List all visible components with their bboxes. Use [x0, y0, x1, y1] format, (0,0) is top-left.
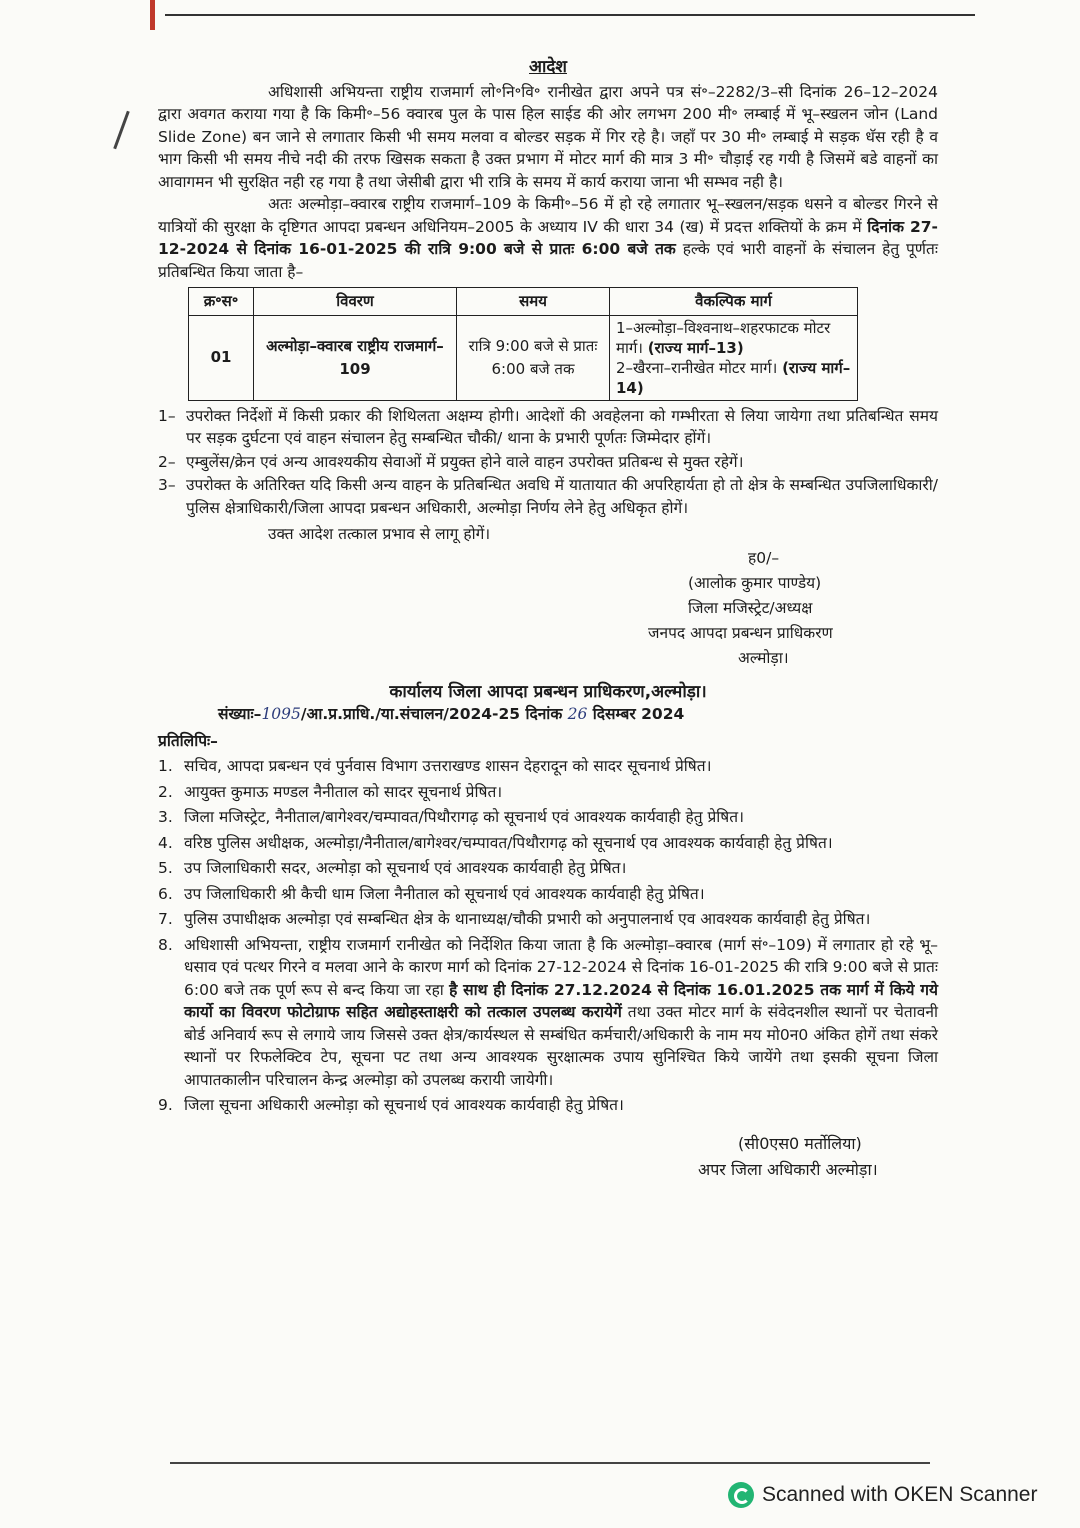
- header-time: समय: [457, 288, 610, 316]
- condition-item: [158, 451, 938, 474]
- list-number: 3.: [158, 808, 173, 826]
- alt-route-1: [616, 318, 851, 358]
- cell-desc: अल्मोड़ा–क्वारब राष्ट्रीय राजमार्ग–109: [254, 315, 457, 400]
- list-text: पुलिस उपाधीक्षक अल्मोड़ा एवं सम्बन्धित क्षेत्र के थानाध्यक्ष/चौकी प्रभारी को अनुपालनार्थ एव आवश्यक कार्यवाही हेतु प्रेषित।: [184, 910, 871, 928]
- table-row: [189, 315, 858, 400]
- copy-heading: प्रतिलिपिः–: [158, 731, 218, 750]
- list-text: उप जिलाधिकारी सदर, अल्मोड़ा को सूचनार्थ एवं आवश्यक कार्यवाही हेतु प्रेषित।: [184, 859, 627, 877]
- sig-name: (आलोक कुमार पाण्डेय): [688, 573, 822, 592]
- list-item: [158, 781, 938, 804]
- alt-route-1-code: (राज्य मार्ग–13): [647, 338, 744, 357]
- oken-logo-icon: [728, 1482, 754, 1508]
- ref-day-handwritten: 26: [567, 705, 588, 723]
- scanner-watermark: [728, 1480, 1037, 1510]
- list-number: 5.: [158, 859, 173, 877]
- ref-mid: /आ.प्र.प्राधि./या.संचालन/2024-25 दिनांक: [300, 705, 563, 723]
- list-item: [158, 1094, 938, 1117]
- list-number: 7.: [158, 910, 173, 928]
- condition-text: उपरोक्त के अतिरिक्त यदि किसी अन्य वाहन के प्रतिबन्धित अवधि में यातायात की अपरिहार्यता हो तो क्षेत्र के सम्बन्धित उपजिलाधिकारी/पुलिस क्षेत्राधिकारी/जिला आपदा प्रबन्धन अधिकारी, अल्मोड़ा निर्णय लेने हेतु अधिकृत होगें।: [186, 476, 938, 517]
- list-number: 2.: [158, 782, 173, 801]
- para2-start: अतः अल्मोड़ा–क्वारब राष्ट्रीय राजमार्ग–109 के किमी॰–56 में हो रहे लगातार भू–स्खलन/सड़क धसने व बोल्डर गिरने से यात्रियों की सुरक्षा के दृष्टिगत आपदा प्रबन्धन अधिनियम–2005 के अध्याय IV की धारा 34 (ख) में प्रदत्त शक्तियों के क्रम में: [158, 195, 938, 236]
- list-item: [158, 934, 938, 1092]
- item8-text-start: अधिशासी अभियन्ता, राष्ट्रीय राजमार्ग रानीखेत को निर्देशित किया जाता है कि अल्मोड़ा–क्वारब (मार्ग सं॰–109) में लगातार हो रहे भू–धसाव एवं पत्थर गिरने व मलवा आने के कारण मार्ग को दिनांक 27-12-2024 से दिनांक 16-01-2025 की रात्रि 9:00 बजे से प्रातः 6:00 बजे तक पूर्ण रूप से बन्द किया जा रहा: [184, 935, 938, 999]
- list-item: [158, 883, 938, 906]
- ref-prefix: संख्याः–: [218, 705, 262, 723]
- condition-item: [158, 405, 938, 450]
- list-number: 8.: [158, 935, 173, 954]
- top-rule: [165, 14, 975, 16]
- header-desc: विवरण: [254, 288, 457, 316]
- ref-number-handwritten: 1095: [261, 705, 301, 723]
- item8-text-bold: है साथ ही दिनांक 27.12.2024 से दिनांक 16.01.2025 तक मार्ग में किये गये कार्यो का विवरण फोटोग्राफ सहित अद्योहस्ताक्षरी को तत्काल उपलब्ध करायेगें: [184, 980, 938, 1021]
- list-text: आयुक्त कुमाऊ मण्डल नैनीताल को सादर सूचनार्थ प्रेषित।: [184, 782, 503, 801]
- list-number: 1.: [158, 757, 173, 775]
- restriction-table: [188, 287, 858, 401]
- document-page: [158, 56, 938, 1183]
- order-para-2: [158, 193, 938, 283]
- bottom-rule: [170, 1462, 930, 1464]
- sig-designation: जिला मजिस्ट्रेट/अध्यक्ष: [688, 598, 813, 617]
- cell-time: रात्रि 9:00 बजे से प्रातः 6:00 बजे तक: [457, 315, 610, 400]
- sig-initial: ह0/–: [748, 548, 780, 567]
- list-text: वरिष्ठ पुलिस अधीक्षक, अल्मोड़ा/नैनीताल/बागेश्वर/चम्पावत/पिथौरागढ़ को सूचनार्थ एव आवश्यक कार्यवाही हेतु प्रेषित।: [184, 833, 833, 852]
- list-item: [158, 832, 938, 855]
- header-sno: क्र॰स॰: [189, 288, 254, 316]
- reference-line: [218, 703, 938, 726]
- alt-route-2: [616, 358, 851, 398]
- header-alt-route: वैकल्पिक मार्ग: [610, 288, 858, 316]
- condition-number: 1–: [158, 406, 176, 425]
- list-text: जिला मजिस्ट्रेट, नैनीताल/बागेश्वर/चम्पावत/पिथौरागढ़ को सूचनार्थ एवं आवश्यक कार्यवाही हेतु प्रेषित।: [184, 808, 744, 826]
- watermark-text: Scanned with OKEN Scanner: [762, 1483, 1038, 1506]
- cell-alt-route: [610, 315, 858, 400]
- condition-number: 3–: [158, 476, 176, 494]
- adm-designation: अपर जिला अधिकारी अल्मोड़ा।: [698, 1159, 878, 1179]
- condition-number: 2–: [158, 452, 176, 471]
- list-item: [158, 806, 938, 829]
- para2-bold: दिनांक 27-12-2024 से दिनांक 16-01-2025 की रात्रि 9:00 बजे से प्रातः 6:00 बजे तक: [158, 217, 938, 258]
- para2-end: हल्के एवं भारी वाहनों के संचालन हेतु पूर्णतः प्रतिबन्धित किया जाता है–: [158, 240, 938, 281]
- list-text: [184, 934, 938, 1092]
- office-heading: कार्यालय जिला आपदा प्रबन्धन प्राधिकरण,अल्मोड़ा।: [389, 681, 707, 702]
- effect-line: उक्त आदेश तत्काल प्रभाव से लागू होगें।: [268, 525, 491, 543]
- condition-item: [158, 474, 938, 519]
- list-number: 6.: [158, 884, 173, 903]
- list-number: 9.: [158, 1096, 173, 1114]
- order-para-1: अधिशासी अभियन्ता राष्ट्रीय राजमार्ग लो॰नि॰वि॰ रानीखेत द्वारा अपने पत्र सं॰–2282/3–सी दिनांक 26–12–2024 द्वारा अवगत कराया गया है कि किमी॰–56 क्वारब पुल के पास हिल साईड की ओर लगभग 200 मी॰ लम्बाई में भू–स्खलन जोन (Land Slide Zone) बन जाने से लगातार किसी भी समय मलवा व बोल्डर सड़क में गिर रहे है। जहॉं पर 30 मी॰ लम्बाई मे सड़क धॅस रही है व भाग किसी भी समय नीचे नदी की तरफ खिसक सकता है उक्त प्रभाग में मोटर मार्ग की मात्र 3 मी॰ चौड़ाई रह गयी है जिसमें बडे वाहनों का आवागमन भी सुरक्षित नही रह गया है तथा जेसीबी द्वारा भी रात्रि के समय में कार्य कराया जाना भी सम्भव नही है।: [158, 82, 938, 191]
- adm-name: (सी0एस0 मर्तोलिया): [738, 1133, 862, 1153]
- order-title: आदेश: [529, 57, 567, 77]
- sig-place: अल्मोड़ा।: [738, 648, 789, 667]
- list-item: [158, 755, 938, 778]
- table-header-row: [189, 288, 858, 316]
- list-item: [158, 908, 938, 931]
- condition-text: उपरोक्त निर्देशों में किसी प्रकार की शिथिलता अक्षम्य होगी। आदेशों की अवहेलना को गम्भीरता से लिया जायेगा तथा प्रतिबन्धित समय पर सड़क दुर्घटना एवं वाहन संचालन हेतु सम्बन्धित चौकी/ थाना के प्रभारी पूर्णतः जिम्मेदार होंगें।: [186, 406, 938, 447]
- list-text: जिला सूचना अधिकारी अल्मोड़ा को सूचनार्थ एवं आवश्यक कार्यवाही हेतु प्रेषित।: [184, 1096, 624, 1114]
- list-number: 4.: [158, 833, 173, 852]
- item8-text-end: तथा उक्त मोटर मार्ग के संवेदनशील स्थानों पर चेतावनी बोर्ड अनिवार्य रूप से लगाये जाय जिससे उक्त क्षेत्र/कार्यस्थल से सम्बंधित कर्मचारी/अधिकारी के नाम मय मो0न0 अंकित होगें तथा संकरे स्थानों पर रिफलेक्टिव टेप, सूचना पट तथा अन्य आवश्यक सुरक्षात्मक उपाय सुनिश्चित किये जायेंगे तथा इसकी सूचना जिला आपातकालीन परिचालन केन्द्र अल्मोड़ा को उपलब्ध करायी जायेगी।: [184, 1003, 938, 1089]
- cell-sno: 01: [189, 315, 254, 400]
- list-text: उप जिलाधिकारी श्री कैची धाम जिला नैनीताल को सूचनार्थ एवं आवश्यक कार्यवाही हेतु प्रेषित।: [184, 884, 705, 903]
- list-item: [158, 857, 938, 880]
- adm-signature-block: [698, 1131, 938, 1183]
- binding-mark: [150, 0, 155, 30]
- alt-route-1-text: 1–अल्मोड़ा–विश्वनाथ–शहरफाटक मोटर मार्ग।: [616, 318, 831, 357]
- condition-text: एम्बुलेंस/क्रेन एवं अन्य आवश्यकीय सेवाओं में प्रयुक्त होने वाले वाहन उपरोक्त प्रतिबन्ध से मुक्त रहेगें।: [186, 452, 744, 471]
- ref-suffix: दिसम्बर 2024: [592, 705, 685, 723]
- alt-route-2-text: 2–खैरना–रानीखेत मोटर मार्ग।: [616, 358, 783, 377]
- dm-signature-block: [648, 546, 938, 671]
- pen-mark: [113, 111, 129, 150]
- alt-route-2-code: (राज्य मार्ग–14): [616, 358, 851, 397]
- list-text: सचिव, आपदा प्रबन्धन एवं पुर्नवास विभाग उत्तराखण्ड शासन देहरादून को सादर सूचनार्थ प्रेषित।: [184, 757, 712, 775]
- sig-authority: जनपद आपदा प्रबन्धन प्राधिकरण: [648, 623, 833, 642]
